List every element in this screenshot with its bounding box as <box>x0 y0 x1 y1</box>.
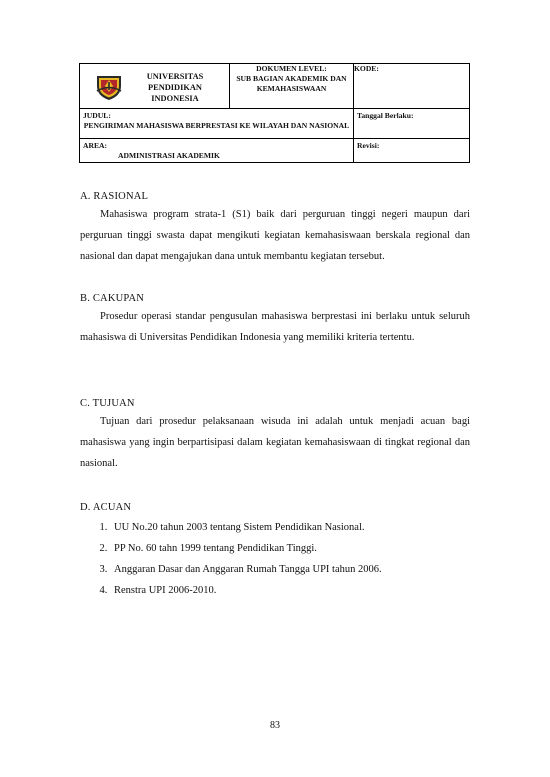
section-cakupan <box>80 292 470 348</box>
reference-list <box>80 517 470 601</box>
judul-value: PENGIRIMAN MAHASISWA BERPRESTASI KE WILAYAH DAN NASIONAL <box>83 121 350 130</box>
university-cell <box>80 64 230 109</box>
list-item: 3. Anggaran Dasar dan Anggaran Rumah Tangga UPI tahun 2006. <box>110 559 470 580</box>
section-paragraph: Tujuan dari prosedur pelaksanaan wisuda ini adalah untuk menjadi acuan bagi mahasiswa yang ingin berpartisipasi dalam kegiatan kemahasiswaan di tingkat regional dan nasional. <box>80 416 470 469</box>
section-tujuan <box>80 397 470 474</box>
list-item: 2. PP No. 60 tahn 1999 tentang Pendidikan Tinggi. <box>110 538 470 559</box>
section-title: B. CAKUPAN <box>80 293 145 304</box>
tanggal-cell <box>354 109 470 139</box>
judul-label: JUDUL: <box>83 111 111 120</box>
document-header-table <box>79 63 470 163</box>
revisi-cell <box>354 139 470 163</box>
section-acuan <box>80 501 470 601</box>
doc-level-cell <box>230 64 354 109</box>
judul-cell <box>80 109 354 139</box>
section-paragraph: Prosedur operasi standar pengusulan mahasiswa berprestasi ini berlaku untuk seluruh mahasiswa di Universitas Pendidikan Indonesia yang memiliki kriteria tertentu. <box>80 311 470 343</box>
tanggal-label: Tanggal Berlaku: <box>357 111 414 120</box>
list-item: 1. UU No.20 tahun 2003 tentang Sistem Pendidikan Nasional. <box>110 517 470 538</box>
section-title: C. TUJUAN <box>80 398 135 409</box>
kode-label: KODE: <box>354 64 379 73</box>
university-name: UNIVERSITAS PENDIDIKAN INDONESIA <box>146 72 204 103</box>
page-number: 83 <box>270 720 280 731</box>
area-cell <box>80 139 354 163</box>
section-title: D. ACUAN <box>80 502 132 513</box>
list-item: 4. Renstra UPI 2006-2010. <box>110 580 470 601</box>
area-value: ADMINISTRASI AKADEMIK <box>118 151 220 160</box>
doc-level-value: SUB BAGIAN AKADEMIK DAN KEMAHASISWAAN <box>236 74 347 93</box>
revisi-label: Revisi: <box>357 141 380 150</box>
section-rasional <box>80 190 470 267</box>
section-title: A. RASIONAL <box>80 191 149 202</box>
section-paragraph: Mahasiswa program strata-1 (S1) baik dari perguruan tinggi negeri maupun dari perguruan tinggi swasta dapat mengikuti kegiatan kemahasiswaan berskala regional dan nasional dan dapat mengajukan dana untuk membantu kegiatan tersebut. <box>80 209 470 262</box>
kode-cell <box>354 64 470 109</box>
doc-level-label: DOKUMEN LEVEL: <box>256 64 327 73</box>
area-label: AREA: <box>83 141 108 150</box>
upi-emblem-icon <box>94 71 124 101</box>
